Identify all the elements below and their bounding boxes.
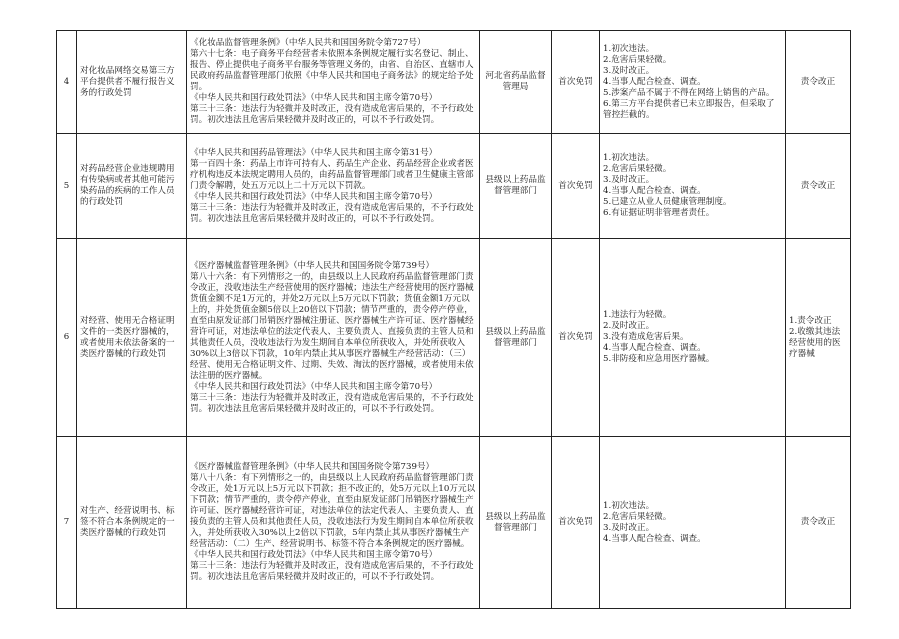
condition-item: 6.第三方平台提供者已未立即报告，但采取了管控拦截的。 — [603, 98, 775, 120]
basis-paragraph: 第八十六条：有下列情形之一的，由县级以上人民政府药品监督管理部门责令改正，没收违法生产经营使用的医疗器械；违法生产经营使用的医疗器械货值金额不足1万元的，并处2万元以上5万元以下罚款；货值金额1万元以上的，并处货值金额5倍以上20倍以下罚款；情节严重的，责令停产停业，直至由原发证部门吊销医疗器械注册证、医疗器械生产许可证、医疗器械经营许可证，对违法单位的法定代表人、主要负责人、直接负责的主管人员和其他责任人员，没收违法行为发生期间自本单位所获收入，并处所获收入30%以上3倍以下罚款，10年内禁止其从事医疗器械生产经营活动：（三）经营、使用无合格证明文件、过期、失效、淘汰的医疗器械，或者使用未依法注册的医疗器械。 — [190, 271, 474, 381]
measure-item: 2.收缴其违法经营使用的医疗器械 — [789, 326, 841, 359]
condition-item: 3.及时改正。 — [603, 175, 655, 185]
basis-paragraph: 《医疗器械监督管理条例》（中华人民共和国国务院令第739号） — [190, 462, 435, 472]
penalty-exemption-table — [56, 30, 851, 609]
basis-paragraph: 第六十七条：电子商务平台经营者未依照本条例规定履行实名登记、制止、报告、停止提供电子商务平台服务等管理义务的，由省、自治区、直辖市人民政府药品监督管理部门依照《中华人民共和国电子商务法》的规定给予处罚。 — [190, 49, 474, 92]
basis-paragraph: 《中华人民共和国行政处罚法》（中华人民共和国主席令第70号） — [190, 381, 438, 392]
basis-paragraph: 第三十三条：违法行为轻微并及时改正，没有造成危害后果的，不予行政处罚。初次违法且危害后果轻微并及时改正的，可以不予行政处罚。 — [190, 561, 474, 582]
basis-paragraph: 第三十三条：违法行为轻微并及时改正，没有造成危害后果的，不予行政处罚。初次违法且危害后果轻微并及时改正的，可以不予行政处罚。 — [190, 392, 474, 414]
condition-item: 3.没有造成危害后果。 — [603, 332, 689, 342]
condition-item: 2.危害后果轻微。 — [603, 164, 672, 174]
basis-paragraph: 《中华人民共和国行政处罚法》（中华人民共和国主席令第70号） — [190, 191, 438, 202]
condition-item: 1.初次违法。 — [603, 153, 655, 163]
measure-item: 1.责令改正 — [789, 315, 832, 326]
measure-item: 责令改正 — [800, 76, 836, 87]
basis-paragraph: 《中华人民共和国行政处罚法》（中华人民共和国主席令第70号） — [190, 550, 438, 560]
enforcement-agency: 县级以上药品监督管理部门 — [480, 134, 552, 239]
condition-item: 2.危害后果轻微。 — [603, 54, 672, 65]
violation-name: 对药品经营企业违规聘用有传染病或者其他可能污染药品的疾病的工作人员的行政处罚 — [77, 134, 187, 239]
basis-paragraph: 《医疗器械监督管理条例》（中华人民共和国国务院令第739号） — [190, 260, 435, 271]
exemption-type: 首次免罚 — [552, 134, 600, 239]
condition-item: 5.非防疫和应急用医疗器械。 — [603, 354, 715, 364]
row-number: 4 — [57, 31, 77, 134]
exemption-type: 首次免罚 — [552, 239, 600, 437]
legal-basis — [187, 134, 480, 239]
corrective-measures — [786, 239, 851, 437]
enforcement-agency: 县级以上药品监督管理部门 — [480, 239, 552, 437]
enforcement-agency: 河北省药品监督管理局 — [480, 31, 552, 134]
legal-basis — [187, 437, 480, 609]
corrective-measures — [786, 134, 851, 239]
enforcement-agency: 县级以上药品监督管理部门 — [480, 437, 552, 609]
condition-item: 3.及时改正。 — [603, 65, 655, 76]
corrective-measures — [786, 437, 851, 609]
row-number: 5 — [57, 134, 77, 239]
basis-paragraph: 第三十三条：违法行为轻微并及时改正，没有造成危害后果的，不予行政处罚。初次违法且危害后果轻微并及时改正的，可以不予行政处罚。 — [190, 104, 474, 125]
table-row — [57, 239, 851, 437]
condition-item: 4.当事人配合检查、调查。 — [603, 186, 706, 196]
violation-name: 对生产、经营说明书、标签不符合本条例规定的一类医疗器械的行政处罚 — [77, 437, 187, 609]
condition-item: 4.当事人配合检查、调查。 — [603, 76, 706, 87]
condition-item: 1.违法行为轻微。 — [603, 310, 672, 320]
exemption-type: 首次免罚 — [552, 31, 600, 134]
condition-item: 5.已建立从业人员健康管理制度。 — [603, 197, 732, 207]
measure-item: 责令改正 — [800, 180, 836, 191]
exemption-conditions — [600, 134, 786, 239]
basis-paragraph: 第三十三条：违法行为轻微并及时改正，没有造成危害后果的，不予行政处罚。初次违法且危害后果轻微并及时改正的，可以不予行政处罚。 — [190, 202, 474, 224]
row-number: 6 — [57, 239, 77, 437]
basis-paragraph: 第一百四十条：药品上市许可持有人、药品生产企业、药品经营企业或者医疗机构违反本法规定聘用人员的，由药品监督管理部门或者卫生健康主管部门责令解聘，处五万元以上二十万元以下罚款。 — [190, 158, 474, 191]
exemption-conditions — [600, 239, 786, 437]
condition-item: 2.危害后果轻微。 — [603, 511, 672, 522]
table-row — [57, 134, 851, 239]
basis-paragraph: 《化妆品监督管理条例》（中华人民共和国国务院令第727号） — [190, 38, 426, 48]
exemption-conditions — [600, 437, 786, 609]
legal-basis — [187, 31, 480, 134]
basis-paragraph: 《中华人民共和国行政处罚法》（中华人民共和国主席令第70号） — [190, 93, 438, 103]
table-body — [57, 31, 851, 609]
table-row — [57, 437, 851, 609]
condition-item: 5.涉案产品不属于不得在网络上销售的产品。 — [603, 87, 775, 98]
condition-item: 2.及时改正。 — [603, 321, 655, 331]
condition-item: 1.初次违法。 — [603, 500, 655, 511]
condition-item: 4.当事人配合检查、调查。 — [603, 533, 706, 544]
condition-item: 1.初次违法。 — [603, 43, 655, 54]
table-row — [57, 31, 851, 134]
corrective-measures — [786, 31, 851, 134]
condition-item: 6.有证据证明非管理者责任。 — [603, 208, 715, 218]
condition-item: 4.当事人配合检查、调查。 — [603, 343, 706, 353]
basis-paragraph: 第八十八条：有下列情形之一的，由县级以上人民政府药品监督管理部门责令改正，处1万元以上5万元以下罚款；拒不改正的，处5万元以上10万元以下罚款；情节严重的，责令停产停业，直至由原发证部门吊销医疗器械生产许可证、医疗器械经营许可证，对违法单位的法定代表人、主要负责人、直接负责的主管人员和其他责任人员，没收违法行为发生期间自本单位所获收入，并处所获收入30%以上2倍以下罚款，5年内禁止其从事医疗器械生产经营活动：（二）生产、经营说明书、标签不符合本条例规定的医疗器械。 — [190, 473, 476, 549]
violation-name: 对化妆品网络交易第三方平台提供者不履行报告义务的行政处罚 — [77, 31, 187, 134]
exemption-type: 首次免罚 — [552, 437, 600, 609]
condition-item: 3.及时改正。 — [603, 522, 655, 533]
measure-item: 责令改正 — [800, 517, 836, 527]
legal-basis — [187, 239, 480, 437]
row-number: 7 — [57, 437, 77, 609]
exemption-conditions — [600, 31, 786, 134]
violation-name: 对经营、使用无合格证明文件的一类医疗器械的，或者使用未依法备案的一类医疗器械的行政处罚 — [77, 239, 187, 437]
basis-paragraph: 《中华人民共和国药品管理法》（中华人民共和国主席令第31号） — [190, 147, 438, 158]
